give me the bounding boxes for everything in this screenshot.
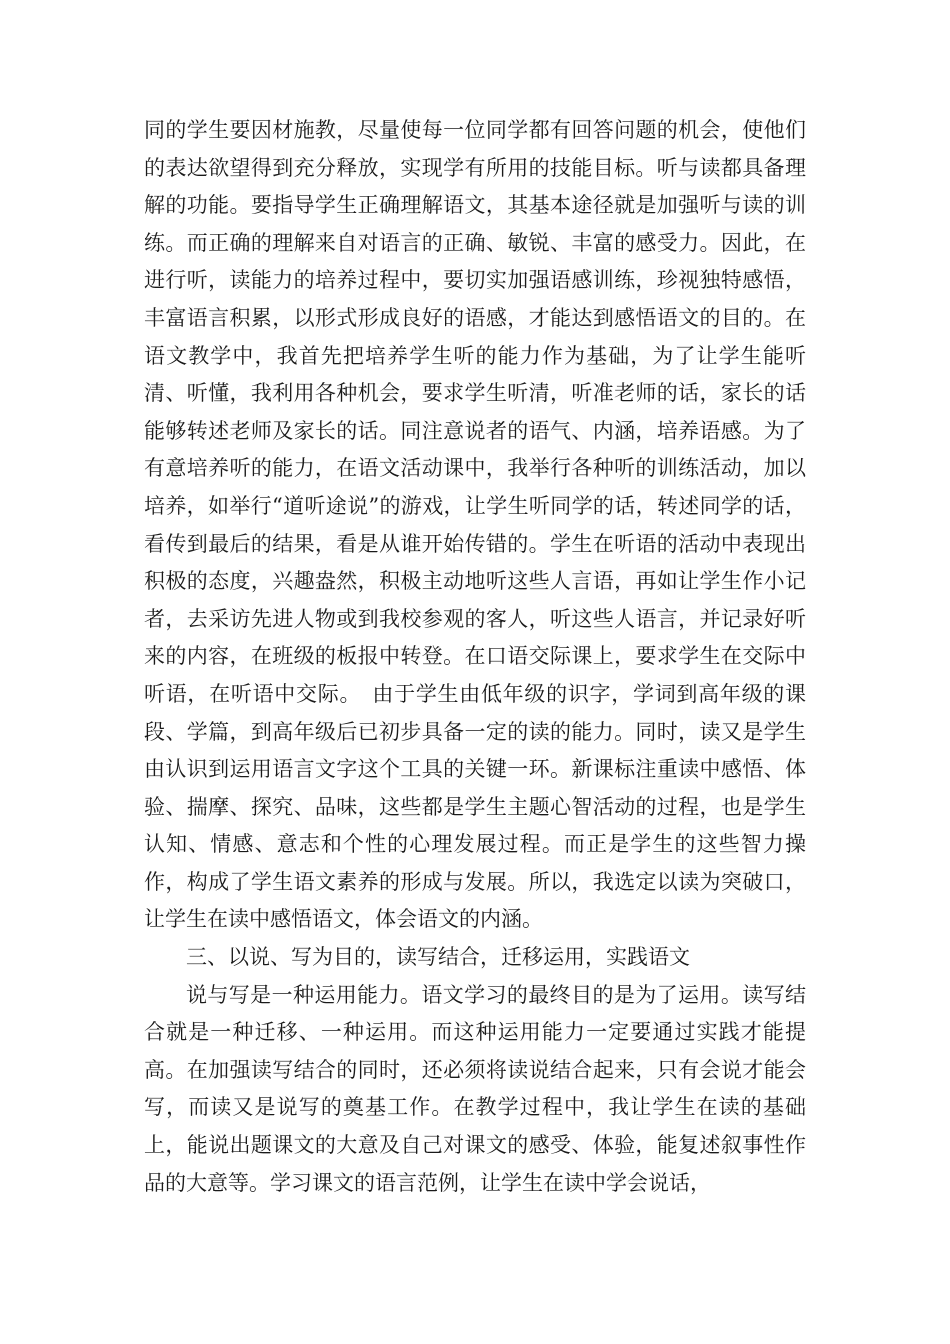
document-body — [144, 112, 806, 1202]
body-paragraph-1: 同的学生要因材施教，尽量使每一位同学都有回答问题的机会，使他们的表达欲望得到充分释放，实现学有所用的技能目标。听与读都具备理解的功能。要指导学生正确理解语文，其基本途径就是加强听与读的训练。而正确的理解来自对语言的正确、敏锐、丰富的感受力。因此，在进行听，读能力的培养过程中，要切实加强语感训练，珍视独特感悟，丰富语言积累，以形式形成良好的语感，才能达到感悟语文的目的。在语文教学中，我首先把培养学生听的能力作为基础，为了让学生能听清、听懂，我利用各种机会，要求学生听清，听准老师的话，家长的话能够转述老师及家长的话。同注意说者的语气、内涵，培养语感。为了有意培养听的能力，在语文活动课中，我举行各种听的训练活动，加以培养，如举行“道听途说”的游戏，让学生听同学的话，转述同学的话，看传到最后的结果，看是从谁开始传错的。学生在听语的活动中表现出积极的态度，兴趣盎然，积极主动地听这些人言语，再如让学生作小记者，去采访先进人物或到我校参观的客人，听这些人语言，并记录好听来的内容，在班级的板报中转登。在口语交际课上，要求学生在交际中听语，在听语中交际。 由于学生由低年级的识字，学词到高年级的课段、学篇，到高年级后已初步具备一定的读的能力。同时，读又是学生由认识到运用语言文字这个工具的关键一环。新课标注重读中感悟、体验、揣摩、探究、品味，这些都是学生主题心智活动的过程，也是学生认知、情感、意志和个性的心理发展过程。而正是学生的这些智力操作，构成了学生语文素养的形成与发展。所以，我选定以读为突破口，让学生在读中感悟语文，体会语文的内涵。 — [144, 118, 806, 932]
body-paragraph-2: 说与写是一种运用能力。语文学习的最终目的是为了运用。读写结合就是一种迁移、一种运用。而这种运用能力一定要通过实践才能提高。在加强读写结合的同时，还必须将读说结合起来，只有会说才能会写，而读又是说写的奠基工作。在教学过程中，我让学生在读的基础上，能说出题课文的大意及自己对课文的感受、体验，能复述叙事性作品的大意等。学习课文的语言范例，让学生在读中学会说话， — [144, 982, 806, 1195]
section-heading-3: 三、以说、写为目的，读写结合，迁移运用，实践语文 — [186, 945, 690, 970]
